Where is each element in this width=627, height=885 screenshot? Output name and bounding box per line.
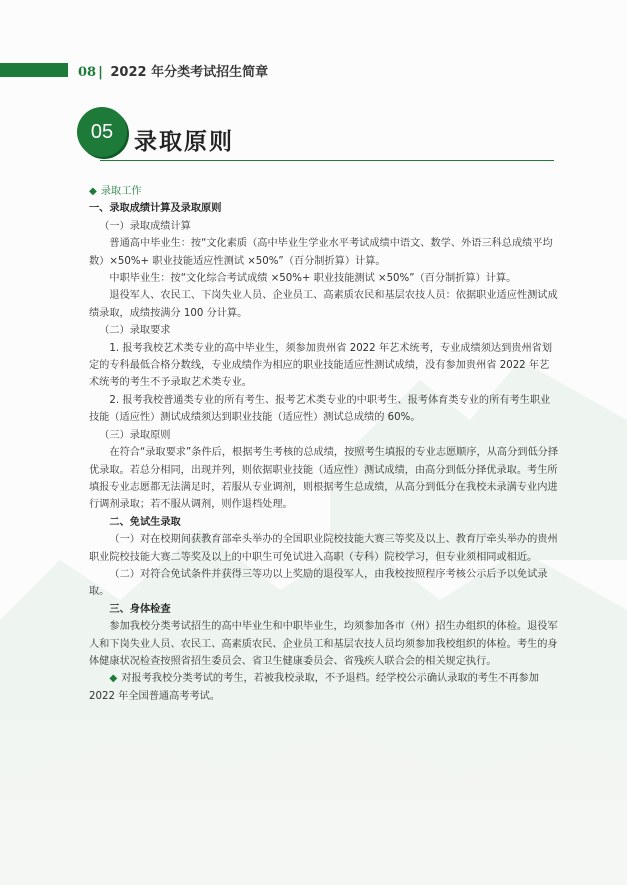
paragraph: 中职毕业生：按“文化综合考试成绩 ×50%+ 职业技能测试 ×50%”（百分制折算）计算。	[109, 273, 517, 285]
heading-3: 三、身体检查	[109, 603, 171, 615]
paragraph: 退役军人、农民工、下岗失业人员、企业员工、高素质农民和基层农技人员：依据职业适应性测试成绩录取，成绩按满分 100 分计算。	[89, 290, 558, 319]
paragraph: 2. 报考我校普通类专业的所有考生、报考艺术类专业的中职考生、报考体育类专业的所有考生职业技能（适应性）测试成绩须达到职业技能（适应性）测试总成绩的 60%。	[89, 394, 551, 424]
diamond-bullet-icon: ◆	[89, 186, 97, 197]
header-band	[0, 63, 68, 77]
paragraph: 普通高中毕业生：按“文化素质（高中毕业生学业水平考试成绩中语文、数学、外语三科总成绩平均数）×50%+ 职业技能适应性测试 ×50%”（百分制折算）计算。	[89, 238, 553, 267]
paragraph: （一）对在校期间获教育部牵头举办的全国职业院校技能大赛三等奖及以上、教育厅牵头举办的贵州职业院校技能大赛二等奖及以上的中职生可免试进入高职（专科）院校学习，但专业须相同或相近。	[89, 534, 558, 563]
section-title: 录取原则	[134, 129, 234, 155]
subheading-1: （一）录取成绩计算	[99, 220, 191, 232]
section-number-badge	[77, 107, 127, 157]
heading-2: 二、免试生录取	[109, 516, 181, 528]
paragraph: （二）对符合免试条件并获得三等功以上奖励的退役军人，由我校按照程序考核公示后予以免试录取。	[89, 568, 548, 598]
page-header	[78, 61, 268, 80]
section-number: 05	[90, 121, 114, 143]
article-body	[89, 183, 559, 705]
header-separator: |	[98, 65, 103, 80]
subheading-3: （三）录取原则	[99, 429, 171, 441]
paragraph: 1. 报考我校艺术类专业的高中毕业生，须参加贵州省 2022 年艺术统考，专业成绩须达到贵州省划定的专科最低合格分数线，专业成绩作为相应的职业技能适应性测试成绩，没有参加贵州省 2022 年艺术统考的考生不予录取艺术类专业。	[89, 342, 553, 389]
section-divider	[100, 160, 554, 161]
header-title: 2022 年分类考试招生简章	[110, 65, 269, 80]
bullet-heading: ◆ 录取工作	[89, 186, 142, 197]
closing-note: ◆ 对报考我校分类考试的考生，若被我校录取，不予退档。经学校公示确认录取的考生不再参加 2022 年全国普通高考考试。	[89, 673, 539, 702]
subheading-2: （二）录取要求	[99, 325, 171, 337]
heading-1: 一、录取成绩计算及录取原则	[89, 203, 222, 215]
diamond-bullet-icon: ◆	[109, 673, 118, 685]
page-number: 08	[78, 65, 97, 80]
paragraph: 在符合“录取要求”条件后，根据考生考核的总成绩，按照考生填报的专业志愿顺序，从高分到低分择优录取。若总分相同，出现并列，则依据职业技能（适应性）测试成绩，由高分到低分择优录取。考生所填报专业志愿都无法满足时，若服从专业调剂，则根据考生总成绩，从高分到低分在我校未录满专业内进行调剂录取；若不服从调剂，则作退档处理。	[89, 447, 559, 511]
paragraph: 参加我校分类考试招生的高中毕业生和中职毕业生，均须参加各市（州）招生办组织的体检。退役军人和下岗失业人员、农民工、高素质农民、企业员工和基层农技人员均须参加我校组织的体检。考生的身体健康状况检查按照省招生委员会、省卫生健康委员会、省残疾人联合会的相关规定执行。	[89, 621, 558, 667]
